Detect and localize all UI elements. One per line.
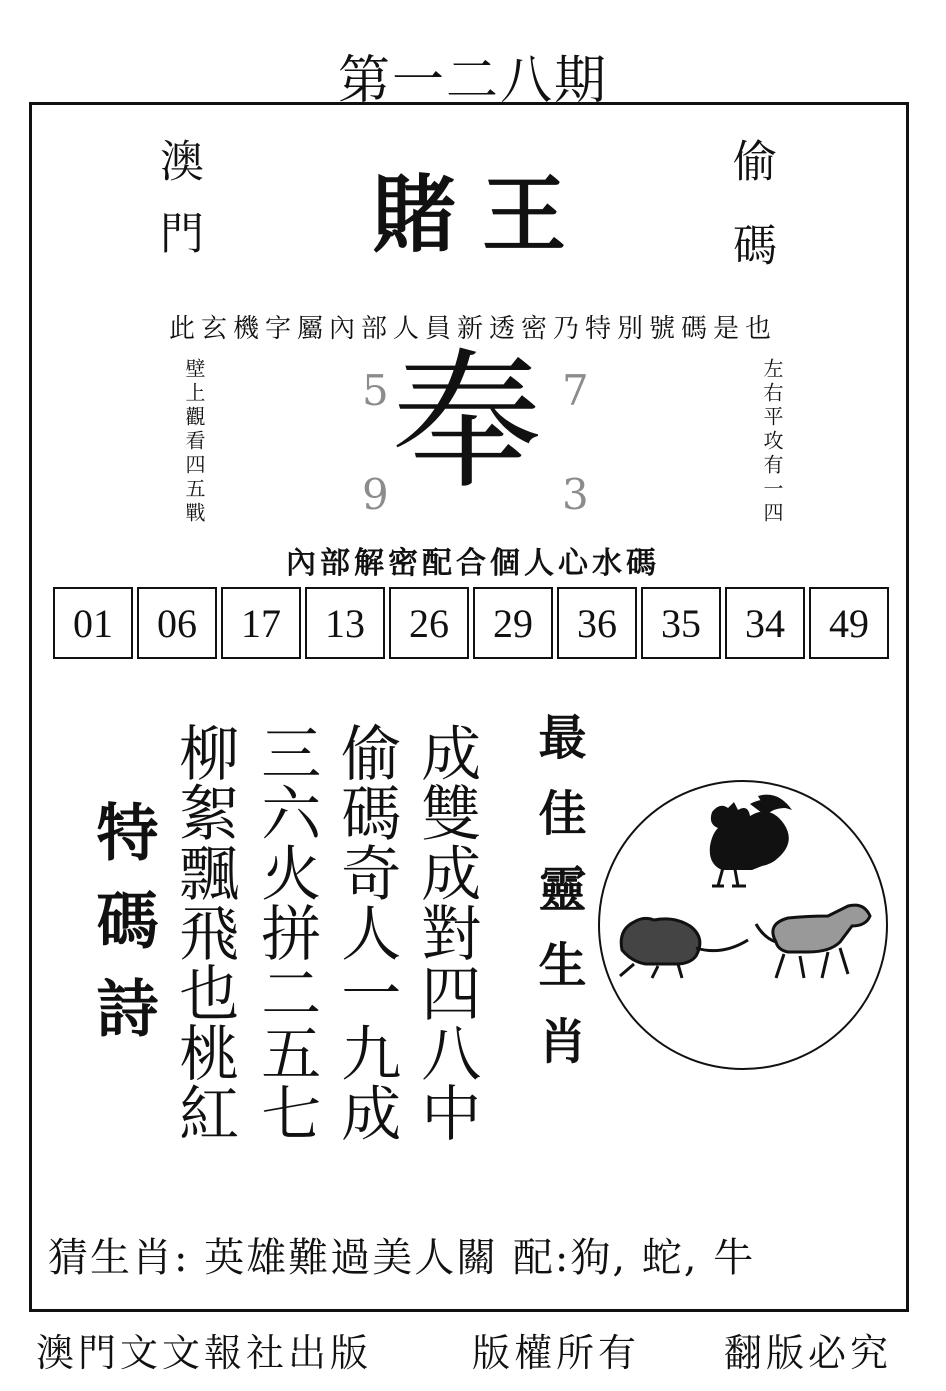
special-code-poem-label: 特碼詩 [86, 800, 159, 1064]
hint-left: 壁上觀看四五戰 [182, 358, 206, 526]
number-box: 34 [725, 587, 805, 659]
best-zodiac-label: 最佳靈生肖 [530, 712, 586, 1092]
number-box: 17 [221, 587, 301, 659]
dog-icon [756, 905, 870, 978]
number-box: 01 [53, 587, 133, 659]
poem-line: 三六火拼二五七 [251, 722, 322, 1142]
number-box: 29 [473, 587, 553, 659]
number-box: 36 [557, 587, 637, 659]
number-box: 35 [641, 587, 721, 659]
subtitle: 內部解密配合個人心水碼 [286, 546, 660, 581]
poem-line: 成雙成對四八中 [411, 722, 482, 1142]
zodiac-circle [598, 780, 888, 1070]
footer-warning: 翻版必究 [724, 1331, 893, 1375]
riddle-character: 奉 [392, 336, 543, 510]
rat-icon [620, 918, 748, 978]
steal-code-vertical-label: 偷碼 [725, 138, 776, 306]
number-box: 49 [809, 587, 889, 659]
number-box: 13 [305, 587, 385, 659]
number-box: 26 [389, 587, 469, 659]
grey-number: 9 [362, 470, 389, 519]
main-title: 賭王 [372, 166, 593, 264]
issue-title: 第一二八期 [337, 51, 608, 111]
rooster-icon [710, 795, 792, 886]
grey-number: 3 [562, 470, 589, 519]
grey-number: 5 [362, 366, 389, 415]
guess-zodiac-line: 猜生肖: 英雄難過美人關 配:狗, 蛇, 牛 [48, 1235, 756, 1281]
poem-line: 偷碼奇人一九成 [331, 722, 402, 1142]
grey-number: 7 [562, 366, 589, 415]
hint-right: 左右平攻有一四 [760, 358, 784, 526]
zodiac-animals-illustration [600, 782, 886, 1068]
macau-vertical-label: 澳門 [152, 138, 203, 282]
footer-publisher: 澳門文文報社出版 [36, 1331, 373, 1375]
footer-rights: 版權所有 [472, 1331, 641, 1375]
number-row [53, 587, 889, 659]
description-line: 此玄機字屬內部人員新透密乃特別號碼是也 [168, 314, 777, 344]
poem-line: 柳絮飄飛也桃紅 [169, 722, 240, 1142]
number-box: 06 [137, 587, 217, 659]
